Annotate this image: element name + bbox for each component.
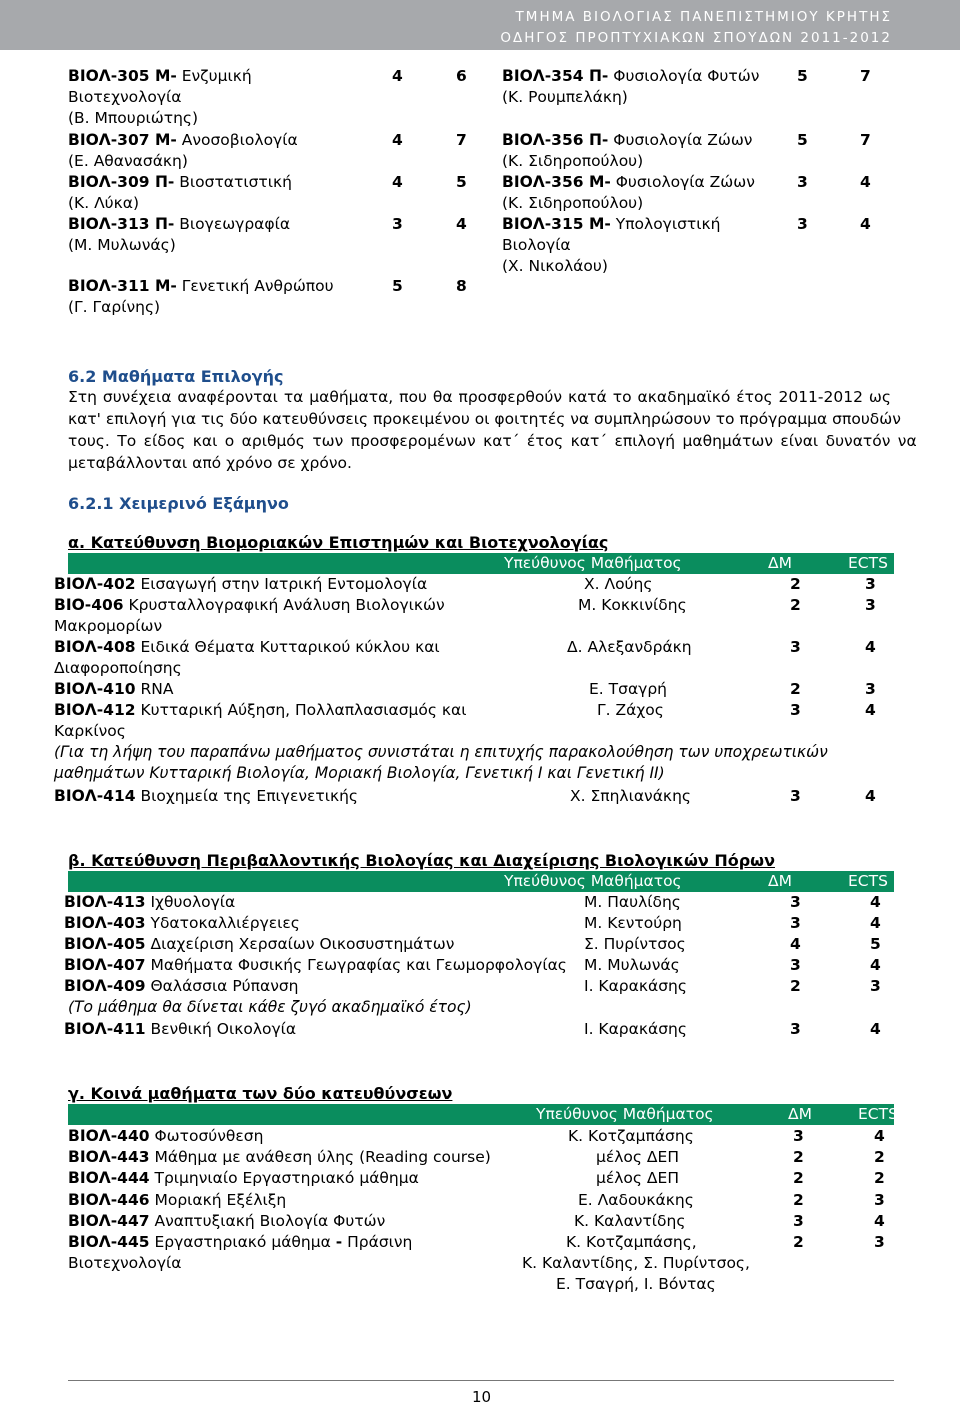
table-row: ΒΙΟΛ-403 Υδατοκαλλιέργειες (64, 914, 300, 932)
ects: 3 (865, 575, 876, 593)
dm: 3 (793, 1212, 804, 1230)
instructor: Γ. Ζάχος (597, 701, 664, 719)
dm: 3 (793, 1127, 804, 1145)
course-code: ΒΙΟΛ-356 Μ- Φυσιολογία Ζώων (502, 173, 755, 191)
dm: 3 (790, 638, 801, 656)
track-b-note: (Το μάθημα θα δίνεται κάθε ζυγό ακαδημαϊκό έτος) (68, 998, 472, 1016)
instructor: Χ. Λούης (584, 575, 653, 593)
course-ects: 7 (456, 131, 467, 149)
course-code: ΒΙΟΛ-307 Μ- Ανοσοβιολογία (68, 131, 298, 149)
dm: 3 (790, 701, 801, 719)
ects: 5 (870, 935, 881, 953)
dm: 4 (790, 935, 801, 953)
ects: 4 (874, 1212, 885, 1230)
course-name-cont: Βιοτεχνολογία (68, 1254, 182, 1272)
course-code: ΒΙΟΛ-313 Π- Βιογεωγραφία (68, 215, 291, 233)
ects: 4 (865, 701, 876, 719)
table-row: ΒΙΟΛ-440 Φωτοσύνθεση (68, 1127, 264, 1145)
table-row: ΒΙΟΛ-407 Μαθήματα Φυσικής Γεωγραφίας και Γεωμορφολογίας (64, 956, 567, 974)
table-row: ΒΙΟΛ-410 RNA (54, 680, 174, 698)
instructor: Μ. Παυλίδης (584, 893, 681, 911)
instructor-cont: Κ. Καλαντίδης, Σ. Πυρίντσος, (522, 1254, 750, 1272)
course-instructor: (Κ. Σιδηροπούλου) (502, 152, 644, 170)
course-ects: 5 (456, 173, 467, 191)
dm: 3 (790, 787, 801, 805)
table-row: ΒΙΟΛ-413 Ιχθυολογία (64, 893, 236, 911)
header-dm: ΔΜ (768, 872, 792, 890)
instructor: Μ. Κεντούρη (584, 914, 682, 932)
course-dm: 3 (797, 215, 808, 233)
table-row: ΒΙΟΛ-443 Μάθημα με ανάθεση ύλης (Reading course) (68, 1148, 491, 1166)
course-ects: 6 (456, 67, 467, 85)
course-instructor: (Κ. Ρουμπελάκη) (502, 88, 628, 106)
ects: 4 (874, 1127, 885, 1145)
dm: 2 (793, 1191, 804, 1209)
table-row: ΒΙΟΛ-409 Θαλάσσια Ρύπανση (64, 977, 299, 995)
course-instructor: (Β. Μπουριώτης) (68, 109, 199, 127)
ects: 4 (865, 638, 876, 656)
ects: 3 (870, 977, 881, 995)
course-code: ΒΙΟΛ-356 Π- Φυσιολογία Ζώων (502, 131, 753, 149)
course-dm: 4 (392, 131, 403, 149)
dm: 3 (790, 914, 801, 932)
footer-divider (68, 1380, 894, 1381)
instructor: Κ. Καλαντίδης (574, 1212, 686, 1230)
table-row: ΒΙΟΛ-402 Εισαγωγή στην Ιατρική Εντομολογία (54, 575, 428, 593)
header-ects: ECTS (858, 1105, 898, 1123)
dm: 2 (793, 1148, 804, 1166)
track-c-title: γ. Κοινά μαθήματα των δύο κατευθύνσεων (68, 1084, 453, 1103)
instructor: Ε. Τσαγρή (589, 680, 667, 698)
course-instructor: (Γ. Γαρίνης) (68, 298, 161, 316)
paragraph-line: κατ' επιλογή για τις δύο κατευθύνσεις προκειμένου οι φοιτητές να συμπληρώσουν το πρόγραμμα σπουδών (68, 410, 901, 428)
course-code: ΒΙΟΛ-354 Π- Φυσιολογία Φυτών (502, 67, 760, 85)
header-dm: ΔΜ (788, 1105, 812, 1123)
instructor: Ι. Καρακάσης (584, 1020, 687, 1038)
course-code: ΒΙΟΛ-309 Π- Βιοστατιστική (68, 173, 292, 191)
course-ects: 4 (456, 215, 467, 233)
ects: 3 (874, 1233, 885, 1251)
table-row: ΒΙΟΛ-411 Βενθική Οικολογία (64, 1020, 297, 1038)
instructor: Ι. Καρακάσης (584, 977, 687, 995)
course-line: Βιοτεχνολογία (68, 88, 182, 106)
header-ects: ECTS (848, 554, 888, 572)
track-a-title: α. Κατεύθυνση Βιομοριακών Επιστημών και Βιοτεχνολογίας (68, 533, 609, 552)
course-dm: 5 (797, 131, 808, 149)
course-dm: 5 (392, 277, 403, 295)
course-name-cont: Μακρομορίων (54, 617, 163, 635)
table-row: ΒΙΟΛ-414 Βιοχημεία της Επιγενετικής (54, 787, 359, 805)
course-ects: 4 (860, 215, 871, 233)
table-row: ΒΙΟΛ-445 Εργαστηριακό μάθημα - Πράσινη (68, 1233, 413, 1251)
dm: 2 (790, 977, 801, 995)
header-instructor: Υπεύθυνος Μαθήματος (536, 1105, 714, 1123)
instructor-cont: Ε. Τσαγρή, Ι. Βόντας (556, 1275, 716, 1293)
course-ects: 8 (456, 277, 467, 295)
course-dm: 5 (797, 67, 808, 85)
ects: 4 (870, 956, 881, 974)
table-header-c (68, 1104, 898, 1125)
dm: 2 (793, 1169, 804, 1187)
dm: 3 (790, 1020, 801, 1038)
ects: 4 (870, 1020, 881, 1038)
ects: 3 (874, 1191, 885, 1209)
ects: 4 (870, 914, 881, 932)
course-dm: 4 (392, 67, 403, 85)
course-ects: 7 (860, 131, 871, 149)
track-a-note: μαθημάτων Κυτταρική Βιολογία, Μοριακή Βιολογία, Γενετική Ι και Γενετική ΙΙ) (54, 764, 665, 782)
instructor: Ε. Λαδουκάκης (578, 1191, 694, 1209)
instructor: Κ. Κοτζαμπάσης, (566, 1233, 697, 1251)
table-row: ΒΙΟ-406 Κρυσταλλογραφική Ανάλυση Βιολογικών (54, 596, 445, 614)
table-row: ΒΙΟΛ-412 Κυτταρική Αύξηση, Πολλαπλασιασμός και (54, 701, 467, 719)
table-row: ΒΙΟΛ-405 Διαχείριση Χερσαίων Οικοσυστημάτων (64, 935, 455, 953)
instructor: μέλος ΔΕΠ (596, 1169, 679, 1187)
ects: 3 (865, 596, 876, 614)
subsection-title: 6.2.1 Χειμερινό Εξάμηνο (68, 494, 289, 513)
course-code: ΒΙΟΛ-305 Μ- Ενζυμική (68, 67, 252, 85)
paragraph-line: τους. Το είδος και ο αριθμός των προσφερομένων κατ΄ έτος κατ΄ επιλογή μαθημάτων είναι δυνατόν να (68, 432, 917, 450)
course-code: ΒΙΟΛ-311 Μ- Γενετική Ανθρώπου (68, 277, 334, 295)
header-department: ΤΜΗΜΑ ΒΙΟΛΟΓΙΑΣ ΠΑΝΕΠΙΣΤΗΜΙΟΥ ΚΡΗΤΗΣ (515, 9, 892, 25)
instructor: Μ. Μυλωνάς (584, 956, 680, 974)
section-title: 6.2 Μαθήματα Επιλογής (68, 367, 284, 386)
header-dm: ΔΜ (768, 554, 792, 572)
ects: 2 (874, 1169, 885, 1187)
course-ects: 7 (860, 67, 871, 85)
page-number: 10 (472, 1388, 492, 1406)
paragraph-line: Στη συνέχεια αναφέρονται τα μαθήματα, που θα προσφερθούν κατά το ακαδημαϊκό έτος 2011-2012 ως (68, 388, 891, 406)
dm: 2 (790, 680, 801, 698)
paragraph-line: μεταβάλλονται από χρόνο σε χρόνο. (68, 454, 352, 472)
ects: 4 (870, 893, 881, 911)
course-instructor: (Μ. Μυλωνάς) (68, 236, 176, 254)
table-header-b (68, 871, 894, 892)
dm: 2 (793, 1233, 804, 1251)
instructor: Χ. Σπηλιανάκης (570, 787, 691, 805)
ects: 2 (874, 1148, 885, 1166)
table-row: ΒΙΟΛ-444 Τριμηνιαίο Εργαστηριακό μάθημα (68, 1169, 419, 1187)
instructor: Κ. Κοτζαμπάσης (568, 1127, 694, 1145)
header-instructor: Υπεύθυνος Μαθήματος (504, 554, 682, 572)
table-row: ΒΙΟΛ-408 Ειδικά Θέματα Κυτταρικού κύκλου και (54, 638, 440, 656)
instructor: Μ. Κοκκινίδης (578, 596, 687, 614)
instructor: Σ. Πυρίντσος (584, 935, 686, 953)
course-instructor: (Χ. Νικολάου) (502, 257, 608, 275)
track-b-title: β. Κατεύθυνση Περιβαλλοντικής Βιολογίας και Διαχείρισης Βιολογικών Πόρων (68, 851, 775, 870)
dm: 2 (790, 575, 801, 593)
course-instructor: (Ε. Αθανασάκη) (68, 152, 188, 170)
course-instructor: (Κ. Σιδηροπούλου) (502, 194, 644, 212)
header-guide-title: ΟΔΗΓΟΣ ΠΡΟΠΤΥΧΙΑΚΩΝ ΣΠΟΥΔΩΝ 2011-2012 (500, 30, 892, 46)
course-line: Βιολογία (502, 236, 571, 254)
table-row: ΒΙΟΛ-446 Μοριακή Εξέλιξη (68, 1191, 287, 1209)
dm: 2 (790, 596, 801, 614)
course-name-cont: Καρκίνος (54, 722, 126, 740)
course-ects: 4 (860, 173, 871, 191)
course-name-cont: Διαφοροποίησης (54, 659, 182, 677)
ects: 4 (865, 787, 876, 805)
track-a-note: (Για τη λήψη του παραπάνω μαθήματος συνιστάται η επιτυχής παρακολούθηση των υποχρεωτικών (54, 743, 828, 761)
dm: 3 (790, 956, 801, 974)
ects: 3 (865, 680, 876, 698)
course-dm: 3 (392, 215, 403, 233)
instructor: μέλος ΔΕΠ (596, 1148, 679, 1166)
course-dm: 3 (797, 173, 808, 191)
dm: 3 (790, 893, 801, 911)
course-code: ΒΙΟΛ-315 Μ- Υπολογιστική (502, 215, 721, 233)
instructor: Δ. Αλεξανδράκη (567, 638, 692, 656)
header-instructor: Υπεύθυνος Μαθήματος (504, 872, 682, 890)
course-dm: 4 (392, 173, 403, 191)
table-header-a (68, 553, 894, 574)
table-row: ΒΙΟΛ-447 Αναπτυξιακή Βιολογία Φυτών (68, 1212, 386, 1230)
course-instructor: (Κ. Λύκα) (68, 194, 140, 212)
header-ects: ECTS (848, 872, 888, 890)
